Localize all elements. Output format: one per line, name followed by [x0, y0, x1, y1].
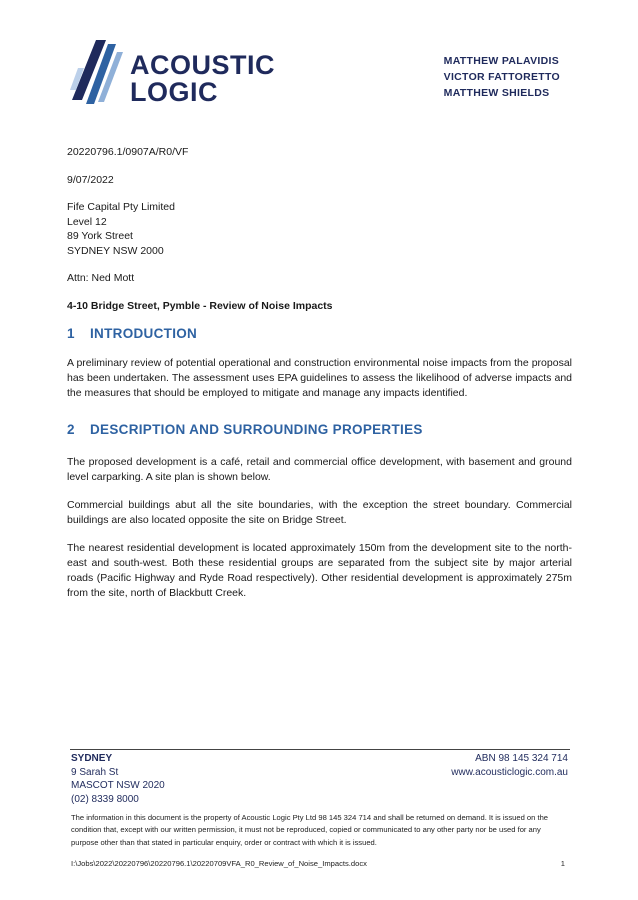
section-number: 1 — [67, 326, 75, 341]
paragraph: The proposed development is a café, retail and commercial office development, with basement and ground level carparking. A site plan is shown below. — [67, 456, 572, 483]
director-name: MATTHEW SHIELDS — [443, 87, 550, 99]
director-name: MATTHEW PALAVIDIS — [443, 55, 559, 67]
page-number: 1 — [560, 859, 565, 868]
acoustic-logic-logo — [70, 38, 285, 106]
footer-divider — [70, 749, 570, 750]
website-link[interactable]: www.acousticlogic.com.au — [451, 766, 568, 778]
address-line: SYDNEY NSW 2000 — [67, 244, 164, 257]
paragraph: A preliminary review of potential operational and construction environmental noise impacts from the proposal has been undertaken. The assessment uses EPA guidelines to assess the likelihood of adverse impacts and the measures that should be employed to mitigate and manage any impacts identified. — [67, 357, 572, 399]
abn-number: ABN 98 145 324 714 — [475, 753, 568, 764]
paragraph: Commercial buildings abut all the site boundaries, with the exception the street boundary. Commercial buildings are also located opposite the site on Bridge Street. — [67, 499, 572, 526]
address-line: 89 York Street — [67, 230, 133, 242]
section-title: DESCRIPTION AND SURROUNDING PROPERTIES — [90, 422, 423, 437]
reference-number: 20220796.1/0907A/R0/VF — [67, 146, 189, 158]
address-line: Fife Capital Pty Limited — [67, 201, 175, 213]
letter-subject: 4-10 Bridge Street, Pymble - Review of Noise Impacts — [67, 299, 333, 312]
logo-text-line1: ACOUSTIC — [130, 50, 275, 80]
directors-list — [444, 53, 560, 101]
file-path: I:\Jobs\2022\20220796\20220796.1\20220709VFA_R0_Review_of_Noise_Impacts.docx — [71, 859, 367, 868]
office-address-line: 9 Sarah St — [71, 766, 119, 778]
footer-office-address — [71, 752, 165, 806]
footer-company-info — [451, 752, 568, 779]
letter-body — [67, 145, 572, 614]
recipient-address — [67, 200, 572, 258]
section-title: INTRODUCTION — [90, 326, 198, 341]
address-line: Level 12 — [67, 215, 107, 228]
logo-mark-icon — [70, 38, 126, 106]
office-address-line: MASCOT NSW 2020 — [71, 780, 165, 791]
office-phone: (02) 8339 8000 — [71, 793, 139, 805]
paragraph: The nearest residential development is located approximately 150m from the development site to the north-east and south-west. Both these residential groups are separated from the subject site by major arterial roads (Pacific Highway and Ryde Road respectively). Other residential development is approximately 275m from the site, north of Blackbutt Creek. — [67, 542, 572, 599]
attention-line: Attn: Ned Mott — [67, 272, 135, 284]
section-heading-description — [67, 421, 572, 439]
disclaimer-text: The information in this document is the property of Acoustic Logic Pty Ltd 98 145 324 714 and shall be returned on demand. It is issued on the condition that, except with our written permission, it must not be reproduced, copied or communicated to any other party nor be used for any purpose other than that stated in particular enquiry, order or contract with which it is issued. — [71, 813, 549, 847]
office-city: SYDNEY — [71, 753, 113, 764]
section-number: 2 — [67, 422, 75, 437]
section-heading-introduction — [67, 325, 572, 343]
letter-date: 9/07/2022 — [67, 173, 114, 186]
logo-text-line2: LOGIC — [130, 77, 218, 107]
director-name: VICTOR FATTORETTO — [443, 71, 560, 83]
